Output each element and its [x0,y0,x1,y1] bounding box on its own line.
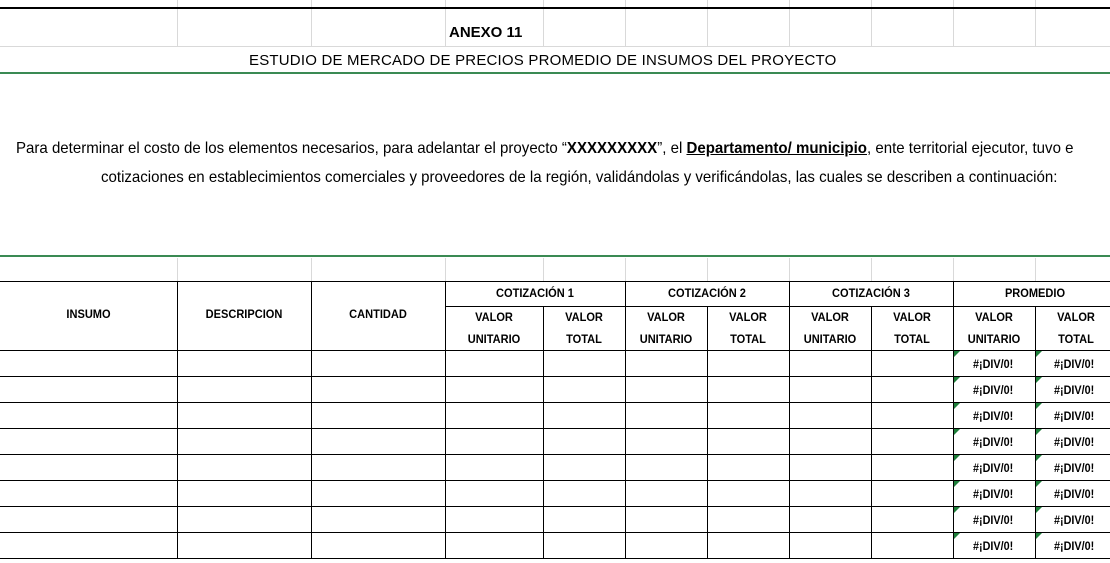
gridline [953,258,954,281]
gridline [625,258,626,281]
header-valor: VALOR [975,310,1013,324]
top-border [0,7,1110,9]
project-placeholder: XXXXXXXXX [566,140,658,157]
error-indicator-icon [1036,429,1042,435]
error-indicator-icon [954,481,960,487]
table-border [707,306,708,558]
header-valor: VALOR [1057,310,1095,324]
error-indicator-icon [1036,533,1042,539]
intro-line-2: cotizaciones en establecimientos comerciales y proveedores de la región, validándolas y verificándolas, las cuales se describen a continuación: [101,169,1058,186]
error-indicator-icon [1036,351,1042,357]
error-indicator-icon [954,403,960,409]
gridline [445,258,446,281]
divider-line [0,255,1110,257]
intro-text: Para determinar el costo de los elementos necesarios, para adelantar el proyecto “ [16,140,567,157]
table-border [0,480,1110,481]
header-total: TOTAL [894,332,930,346]
header-group-1: COTIZACIÓN 1 [496,286,574,300]
error-cell[interactable]: #¡DIV/0! [1054,513,1095,527]
table-border [0,350,1110,351]
gridline [311,258,312,281]
error-indicator-icon [954,377,960,383]
intro-text: ”, el [657,140,687,157]
table-border [0,454,1110,455]
error-indicator-icon [954,533,960,539]
error-indicator-icon [1036,377,1042,383]
header-valor: VALOR [647,310,685,324]
table-border [789,281,790,558]
table-border [445,306,1110,307]
header-total: TOTAL [566,332,602,346]
table-border [0,281,1110,282]
header-descripcion: DESCRIPCION [205,307,283,321]
error-indicator-icon [1036,507,1042,513]
table-border [0,558,1110,559]
department-label: Departamento/ municipio [686,140,867,157]
error-indicator-icon [954,429,960,435]
error-indicator-icon [954,455,960,461]
table-border [0,402,1110,403]
intro-line-1 [16,140,1073,158]
gridline [707,258,708,281]
error-cell[interactable]: #¡DIV/0! [1054,435,1095,449]
gridline [177,258,178,281]
error-cell[interactable]: #¡DIV/0! [1054,409,1095,423]
table-border [445,281,446,558]
header-valor: VALOR [565,310,603,324]
header-valor: VALOR [893,310,931,324]
error-cell[interactable]: #¡DIV/0! [1054,461,1095,475]
error-indicator-icon [1036,455,1042,461]
error-cell[interactable]: #¡DIV/0! [973,461,1014,475]
table-border [953,281,954,558]
table-border [0,428,1110,429]
gridline [543,258,544,281]
error-indicator-icon [954,351,960,357]
gridline [789,258,790,281]
header-valor: VALOR [811,310,849,324]
header-group-2: COTIZACIÓN 2 [668,286,746,300]
intro-text: , ente territorial ejecutor, tuvo e [866,140,1074,157]
table-border [0,532,1110,533]
table-border [871,306,872,558]
error-cell[interactable]: #¡DIV/0! [973,539,1014,553]
gridline [0,46,1110,47]
error-indicator-icon [1036,481,1042,487]
anexo-title: ANEXO 11 [449,24,523,41]
error-indicator-icon [954,507,960,513]
header-total: TOTAL [1058,332,1094,346]
header-unitario: UNITARIO [803,332,857,346]
error-cell[interactable]: #¡DIV/0! [973,487,1014,501]
table-border [625,281,626,558]
table-border [177,281,178,558]
header-unitario: UNITARIO [639,332,693,346]
error-cell[interactable]: #¡DIV/0! [973,357,1014,371]
table-border [0,506,1110,507]
error-indicator-icon [1036,403,1042,409]
table-border [0,376,1110,377]
header-unitario: UNITARIO [467,332,521,346]
gridline [871,258,872,281]
header-cantidad: CANTIDAD [349,307,407,321]
header-valor: VALOR [729,310,767,324]
page-subtitle: ESTUDIO DE MERCADO DE PRECIOS PROMEDIO DE INSUMOS DEL PROYECTO [249,52,837,69]
header-insumo: INSUMO [66,307,111,321]
error-cell[interactable]: #¡DIV/0! [1054,539,1095,553]
header-valor: VALOR [475,310,513,324]
header-group-3: COTIZACIÓN 3 [832,286,910,300]
header-total: TOTAL [730,332,766,346]
error-cell[interactable]: #¡DIV/0! [1054,357,1095,371]
error-cell[interactable]: #¡DIV/0! [973,513,1014,527]
error-cell[interactable]: #¡DIV/0! [973,383,1014,397]
divider-line [0,72,1110,74]
error-cell[interactable]: #¡DIV/0! [973,409,1014,423]
gridline [1035,258,1036,281]
error-cell[interactable]: #¡DIV/0! [973,435,1014,449]
table-border [311,281,312,558]
error-cell[interactable]: #¡DIV/0! [1054,383,1095,397]
header-group-4: PROMEDIO [1004,286,1066,300]
table-border [543,306,544,558]
header-unitario: UNITARIO [967,332,1021,346]
error-cell[interactable]: #¡DIV/0! [1054,487,1095,501]
